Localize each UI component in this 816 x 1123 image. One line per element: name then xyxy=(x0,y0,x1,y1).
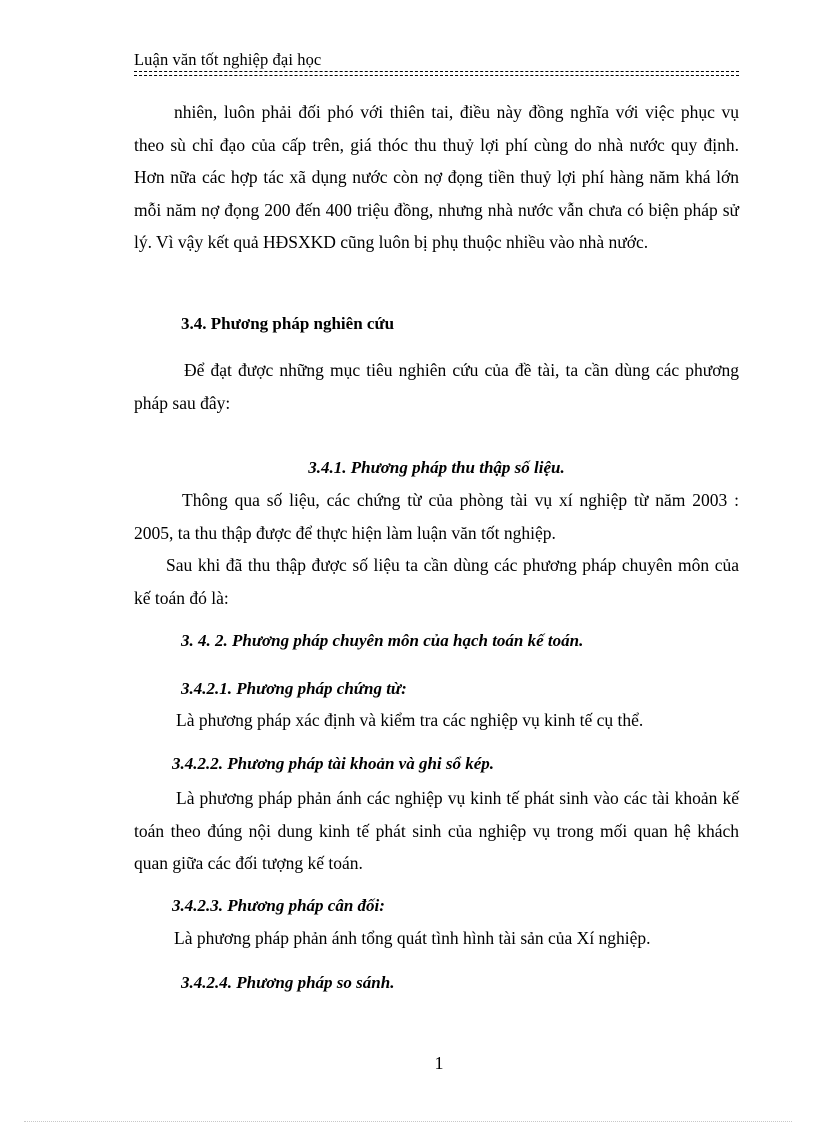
section-heading-3-4: 3.4. Phương pháp nghiên cứu xyxy=(181,314,395,333)
heading-3-4-2-1: 3.4.2.1. Phương pháp chứng từ: xyxy=(181,679,407,698)
heading-3-4-2-3: 3.4.2.3. Phương pháp cân đối: xyxy=(172,896,385,915)
paragraph-data-collection: Thông qua số liệu, các chứng từ của phòng tài vụ xí nghiệp từ năm 2003 : 2005, ta thu thập được để thực hiện làm luận văn tốt nghiệp. xyxy=(134,490,739,543)
paragraph-voucher-method: Là phương pháp xác định và kiểm tra các nghiệp vụ kinh tế cụ thể. xyxy=(176,710,644,730)
subsection-heading-3-4-1: 3.4.1. Phương pháp thu thập số liệu. xyxy=(308,458,565,477)
header-divider xyxy=(134,71,739,76)
paragraph-after-collection: Sau khi đã thu thập được số liệu ta cần dùng các phương pháp chuyên môn của kế toán đó là: xyxy=(134,555,739,608)
paragraph-intro-methods: Để đạt được những mục tiêu nghiên cứu của đề tài, ta cần dùng các phương pháp sau đây: xyxy=(134,360,739,413)
page-bottom-edge xyxy=(24,1121,792,1122)
heading-3-4-2-4: 3.4.2.4. Phương pháp so sánh. xyxy=(181,973,395,992)
paragraph-continuation: nhiên, luôn phải đối phó với thiên tai, điều này đồng nghĩa với việc phục vụ theo sù chỉ đạo của cấp trên, giá thóc thu thuỷ lợi phí cùng do nhà nước quy định. Hơn nữa các hợp tác xã dụng nước còn nợ đọng tiền thuỷ lợi phí hàng năm khá lớn mỗi năm nợ đọng 200 đến 400 triệu đồng, nhưng nhà nước vẫn chưa có biện pháp sử lý. Vì vậy kết quả HĐSXKD cũng luôn bị phụ thuộc nhiều vào nhà nước. xyxy=(134,102,739,252)
running-header: Luận văn tốt nghiệp đại học xyxy=(134,50,322,69)
paragraph-account-method: Là phương pháp phản ánh các nghiệp vụ kinh tế phát sinh vào các tài khoản kế toán theo đúng nội dung kinh tế phát sinh của nghiệp vụ trong mối quan hệ khách quan giữa các đối tượng kế toán. xyxy=(134,788,739,873)
heading-3-4-2-2: 3.4.2.2. Phương pháp tài khoản và ghi sổ kép. xyxy=(172,754,495,773)
subsection-heading-3-4-2: 3. 4. 2. Phương pháp chuyên môn của hạch toán kế toán. xyxy=(181,631,584,650)
paragraph-balance-method: Là phương pháp phản ánh tổng quát tình hình tài sản của Xí nghiệp. xyxy=(174,928,651,948)
page-number: 1 xyxy=(434,1053,444,1073)
